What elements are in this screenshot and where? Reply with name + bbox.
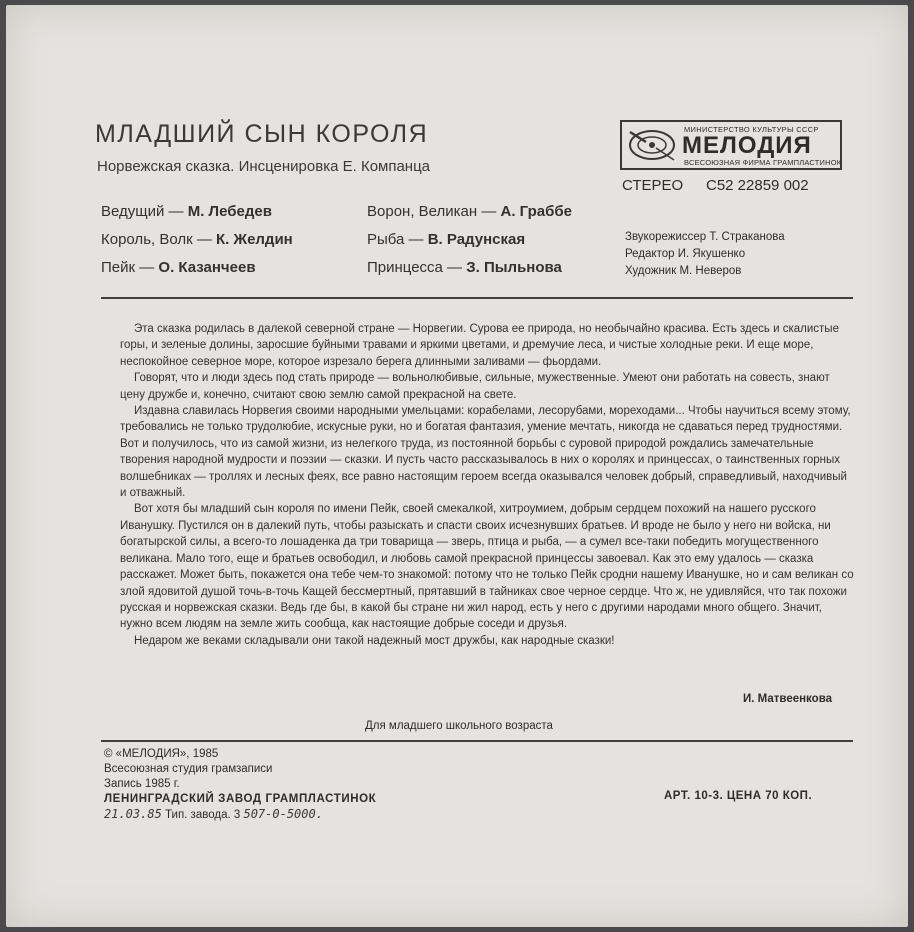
paragraph: Издавна славилась Норвегия своими народными умельцами: корабелами, лесорубами, мореходами... Чтобы научиться всему этому, требовались не только трудолюбие, искусные руки, но и богатая фантазия, умение мечтать, никогда не сдаваться перед трудностями. Вот и получилось, что из самой жизни, из нелегкого труда, из постоянной борьбы с суровой природой рождались замечательные творения народной мудрости и поэзии — сказки. И пусть часто рассказывалось в них о королях и принцессах, о таинственных горных волшебниках — троллях и лесных феях, все равно настоящим героем всегда оказывался человек добрый, справедливый, находчивый и отважный. (120, 405, 851, 500)
catalog-number: С52 22859 002 (706, 177, 809, 194)
paragraph: Вот хотя бы младший сын короля по имени Пейк, своей смекалкой, хитроумием, добрым сердцем похожий на нашего русского Иванушку. Пустился он в далекий путь, чтобы разыскать и спасти своих исчезнувших братьев. И вроде не было у него ни войска, ни богатырской силы, а всего-то лошаденка да три товарища — зверь, птица и рыба, — а сумел все-таки победить могущественного великана. Мало того, еще и братьев освободил, и любовь самой прекрасной принцессы завоевал. Как это ему удалось — сказка расскажет. Может быть, покажется она тебе чем-то знакомой: потому что не только Пейк сродни нашему Иванушке, но и сам великан со злой ядовитой душой точь-в-точь Кащей бессмертный, прятавший в тайниках свое черное сердце. Что ж, не удивляйся, что так похожи русская и норвежская сказки. Ведь где бы, в какой бы стране ни жил народ, есть у него с другими народами много общего. Значит, нужно всем людям на земле жить сообща, как настоящие добрые соседи и друзья. (120, 503, 854, 631)
cast-entry: Король, Волк — К. Желдин (101, 231, 293, 248)
paragraph: Говорят, что и люди здесь под стать природе — вольнолюбивые, сильные, мужественные. Умеют они работать на совесть, знают цену дружбе и, конечно, считают свою землю самой прекрасной на свете. (120, 372, 830, 401)
melodiya-logo (620, 120, 842, 170)
copyright: © «МЕЛОДИЯ», 1985 (104, 748, 219, 760)
imprint-block (104, 747, 376, 823)
paragraph: Эта сказка родилась в далекой северной стране — Норвегии. Сурова ее природа, но необычайно красива. Есть здесь и скалистые горы, и зеленые долины, заросшие буйными травами и яркими цветами, и дремучие леса, и чистые холодные реки. И еще море, неспокойное северное море, которое изрезало берега длинными заливами — фьордами. (120, 323, 839, 368)
cast-entry: Ворон, Великан — А. Граббе (367, 203, 572, 220)
paragraph: Недаром же веками складывали они такой надежный мост дружбы, как народные сказки! (134, 634, 615, 647)
stereo-label: СТЕРЕО (622, 177, 684, 194)
album-title: МЛАДШИЙ СЫН КОРОЛЯ (95, 120, 429, 148)
album-subtitle: Норвежская сказка. Инсценировка Е. Компанца (97, 158, 431, 175)
credit-line: Звукорежиссер Т. Страканова (625, 231, 785, 243)
production-credits (625, 229, 785, 280)
handwritten-run: 507-0-5000. (243, 807, 323, 821)
age-rating: Для младшего школьного возраста (365, 720, 553, 732)
label-firm: ВСЕСОЮЗНАЯ ФИРМА ГРАМПЛАСТИНОК (684, 158, 842, 167)
label-ministry: МИНИСТЕРСТВО КУЛЬТУРЫ СССР (684, 125, 819, 134)
recording-year: Запись 1985 г. (104, 778, 180, 790)
record-player-icon (626, 126, 678, 164)
studio: Всесоюзная студия грамзаписи (104, 763, 273, 775)
notes-author: И. Матвеенкова (743, 693, 833, 705)
handwritten-date: 21.03.85 (104, 807, 162, 821)
cast-entry: Ведущий — М. Лебедев (101, 203, 272, 220)
divider (101, 297, 853, 299)
factory-name: ЛЕНИНГРАДСКИЙ ЗАВОД ГРАМПЛАСТИНОК (104, 793, 377, 805)
credit-line: Редактор И. Якушенко (625, 248, 746, 260)
credit-line: Художник М. Неверов (625, 265, 742, 277)
cast-entry: Пейк — О. Казанчеев (101, 259, 256, 276)
cast-entry: Принцесса — З. Пыльнова (367, 259, 562, 276)
print-run: 21.03.85 Тип. завода. 3 507-0-5000. (104, 807, 323, 821)
label-name: МЕЛОДИЯ (682, 132, 812, 159)
liner-notes (120, 321, 855, 649)
price: АРТ. 10-3. ЦЕНА 70 КОП. (664, 790, 813, 802)
divider (101, 740, 853, 742)
cast-entry: Рыба — В. Радунская (367, 231, 526, 248)
